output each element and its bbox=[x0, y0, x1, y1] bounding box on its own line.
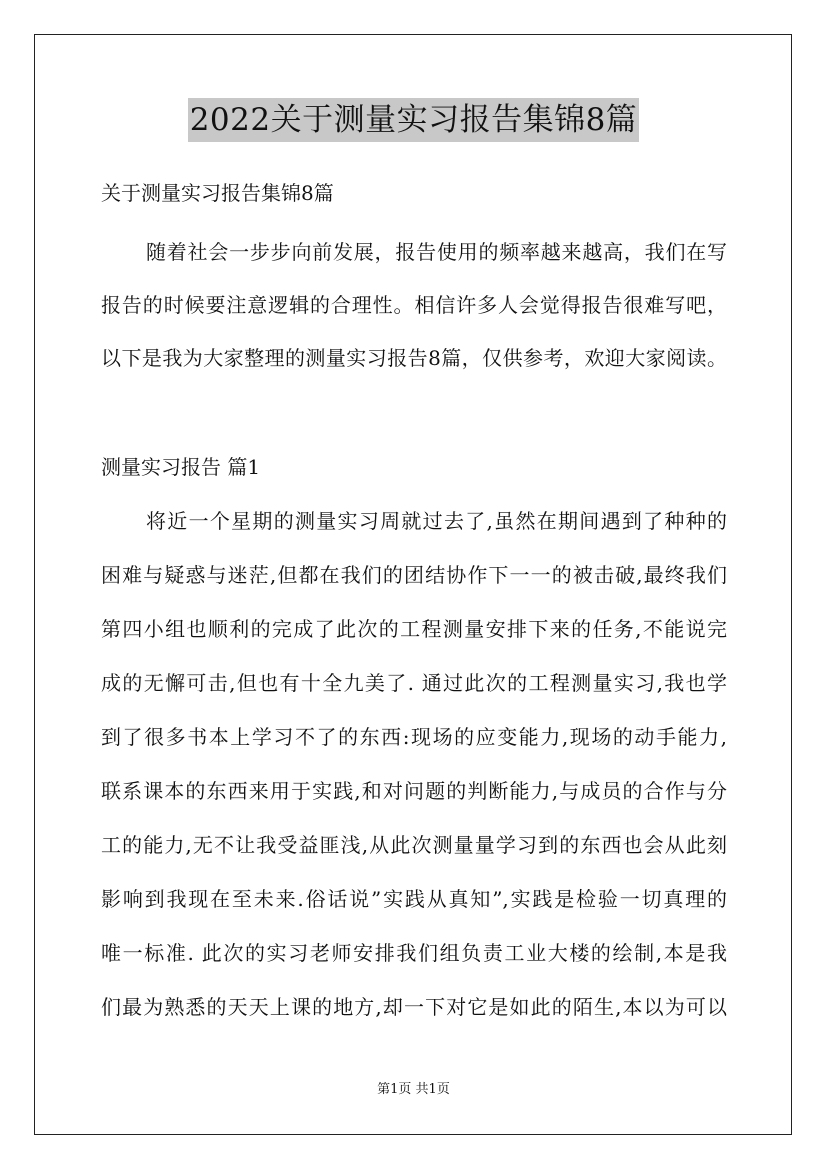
body-line-2: 困难与疑惑与迷茫,但都在我们的团结协作下一一的被击破,最终我们 bbox=[101, 563, 727, 587]
body-line-9: 唯一标准. 此次的实习老师安排我们组负责工业大楼的绘制,本是我 bbox=[101, 941, 727, 965]
document-subtitle: 关于测量实习报告集锦8篇 bbox=[101, 181, 334, 205]
body-line-6: 联系课本的东西来用于实践,和对问题的判断能力,与成员的合作与分 bbox=[101, 779, 727, 803]
body-line-8: 影响到我现在至未来.俗话说”实践从真知”,实践是检验一切真理的 bbox=[101, 887, 727, 911]
intro-line-1: 随着社会一步步向前发展，报告使用的频率越来越高，我们在写 bbox=[146, 240, 727, 264]
intro-line-2: 报告的时候要注意逻辑的合理性。相信许多人会觉得报告很难写吧， bbox=[101, 293, 727, 317]
body-line-3: 第四小组也顺利的完成了此次的工程测量安排下来的任务,不能说完 bbox=[101, 617, 727, 641]
section-heading: 测量实习报告 篇1 bbox=[101, 455, 261, 479]
body-line-10: 们最为熟悉的天天上课的地方,却一下对它是如此的陌生,本以为可以 bbox=[101, 995, 727, 1019]
intro-line-3: 以下是我为大家整理的测量实习报告8篇，仅供参考，欢迎大家阅读。 bbox=[101, 346, 727, 370]
page-footer: 第1页 共1页 bbox=[377, 1082, 450, 1097]
body-line-7: 工的能力,无不让我受益匪浅,从此次测量量学习到的东西也会从此刻 bbox=[101, 833, 727, 857]
document-title: 2022关于测量实习报告集锦8篇 bbox=[188, 98, 640, 142]
document-title-container bbox=[0, 98, 827, 142]
body-line-1: 将近一个星期的测量实习周就过去了,虽然在期间遇到了种种的 bbox=[146, 509, 727, 533]
body-line-5: 到了很多书本上学习不了的东西:现场的应变能力,现场的动手能力, bbox=[101, 725, 727, 749]
body-line-4: 成的无懈可击,但也有十全九美了. 通过此次的工程测量实习,我也学 bbox=[101, 671, 727, 695]
